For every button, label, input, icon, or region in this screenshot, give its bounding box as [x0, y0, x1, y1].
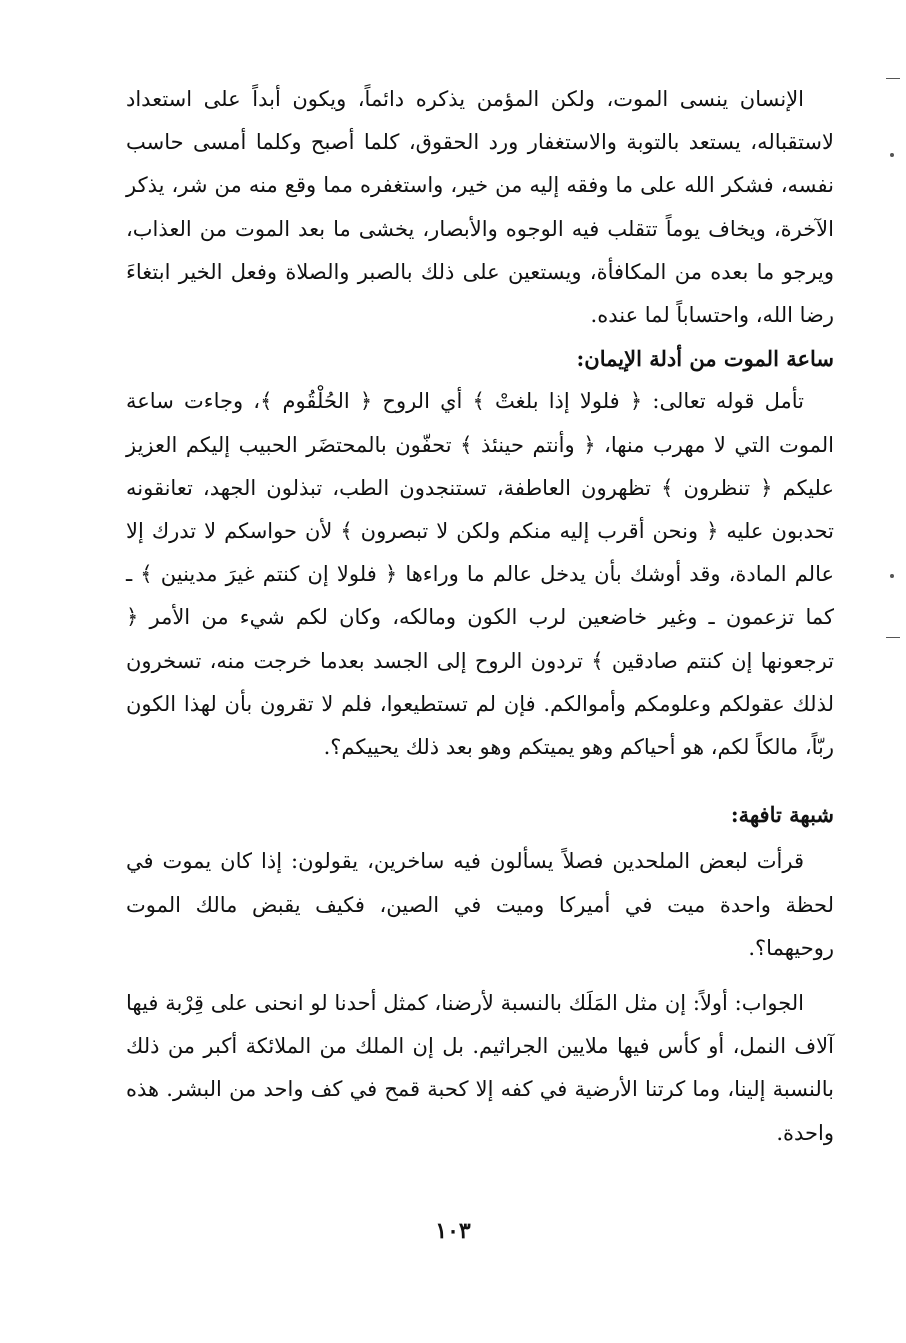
paragraph-doubt: قرأت لبعض الملحدين فصلاً يسألون فيه ساخرين، يقولون: إذا كان يموت في لحظة واحدة ميت في أميركا وميت في الصين، فكيف يقبض مالك الموت روحيهما؟.: [126, 849, 834, 960]
margin-mark: [890, 574, 894, 578]
page-content: [126, 78, 834, 1155]
paragraph-answer: الجواب: أولاً: إن مثل المَلَك بالنسبة لأرضنا، كمثل أحدنا لو انحنى على قِرْبة فيها آلاف النمل، أو كأس فيها ملايين الجراثيم. بل إن الملك من الملائكة أكبر من ذلك بالنسبة إلينا، وما كرتنا الأرضية في كفه إلا كحبة قمح في كف واحد من البشر. هذه واحدة.: [126, 991, 834, 1145]
section-heading-doubt: شبهة تافهة:: [730, 802, 834, 828]
margin-mark: [886, 78, 900, 79]
section-heading-death-hour: ساعة الموت من أدلة الإيمان:: [576, 346, 834, 372]
paragraph-intro: الإنسان ينسى الموت، ولكن المؤمن يذكره دائماً، ويكون أبداً على استعداد لاستقباله، يستعد بالتوبة والاستغفار ورد الحقوق، كلما أصبح وكلما أمسى حاسب نفسه، فشكر الله على ما وفقه إليه من خير، واستغفره مما وقع منه من شر، يذكر الآخرة، ويخاف يوماً تتقلب فيه الوجوه والأبصار، يخشى ما بعد الموت من العذاب، ويرجو ما بعده من المكافأة، ويستعين على ذلك بالصبر والصلاة وفعل الخير ابتغاءَ رضا الله، واحتساباً لما عنده.: [126, 87, 834, 328]
paragraph-death-hour: تأمل قوله تعالى: ﴿ فلولا إذا بلغتْ ﴾ أي الروح ﴿ الحُلْقُوم ﴾، وجاءت ساعة الموت التي لا مهرب منها، ﴿ وأنتم حينئذ ﴾ تحفّون بالمحتضَر الحبيب إليكم العزيز عليكم ﴿ تنظرون ﴾ تظهرون العاطفة، تستنجدون الطب، تبذلون الجهد، تعانقونه تحدبون عليه ﴿ ونحن أقرب إليه منكم ولكن لا تبصرون ﴾ لأن حواسكم لا تدرك إلا عالم المادة، وقد أوشك بأن يدخل عالم ما وراءها ﴿ فلولا إن كنتم غيرَ مدينين ﴾ ـ كما تزعمون ـ وغير خاضعين لرب الكون ومالكه، وكان لكم شيء من الأمر ﴿ ترجعونها إن كنتم صادقين ﴾ تردون الروح إلى الجسد بعدما خرجت منه، تسخرون لذلك عقولكم وعلومكم وأموالكم. فإن لم تستطيعوا، فلم لا تقرون بأن لهذا الكون ربّاً، مالكاً لكم، هو أحياكم وهو يميتكم وهو بعد ذلك يحييكم؟.: [126, 389, 834, 760]
page-number: ١٠٣: [435, 1218, 471, 1244]
margin-mark: [890, 153, 894, 157]
margin-mark: [886, 637, 900, 638]
